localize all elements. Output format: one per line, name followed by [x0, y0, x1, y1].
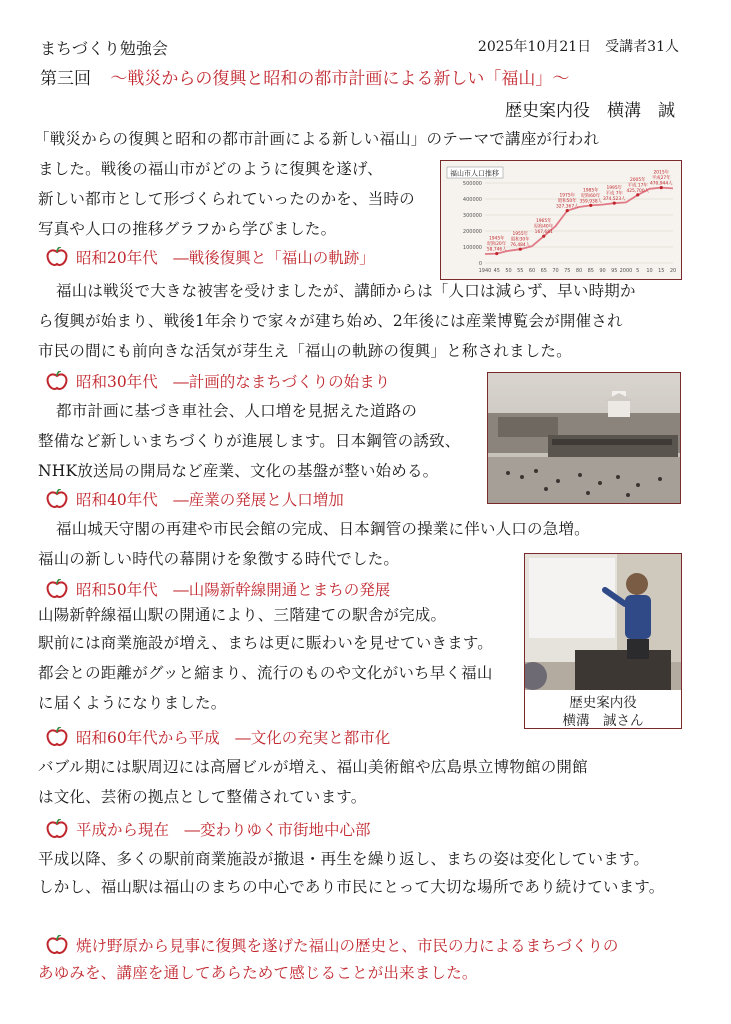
data-label: 2015年	[653, 170, 670, 176]
section-line: 福山の新しい時代の幕開けを象徴する時代でした。	[38, 550, 400, 568]
closing-line: あゆみを、講座を通してあらためて感じることが出来ました。	[38, 964, 478, 982]
y-tick-label: 400000	[462, 197, 482, 203]
data-label: 76,484人	[510, 243, 531, 249]
caption-role: 歴史案内役	[569, 695, 637, 711]
intro-line: 写真や人口の推移グラフから学びました。	[38, 220, 337, 238]
section-heading	[46, 246, 375, 268]
apple-icon	[46, 727, 68, 747]
section-line: 市民の間にも前向きな活気が芽生え「福山の軌跡の復興」と称されました。	[38, 342, 572, 360]
data-label: 昭和20年	[487, 242, 507, 248]
section-line: しかし、福山駅は福山のまちの中心であり市民にとって大切な場所であり続けています。	[38, 878, 665, 896]
population-chart	[440, 160, 682, 280]
data-label: 470,944人	[649, 181, 673, 187]
station-photo-illustration	[488, 373, 680, 503]
data-label: 327,367人	[555, 204, 579, 210]
x-tick-label: 55	[517, 268, 524, 274]
data-label: 1985年	[582, 188, 599, 194]
intro-line: ました。戦後の福山市がどのように復興を遂げ、	[38, 160, 383, 178]
x-tick-label: 20	[669, 268, 677, 274]
x-tick-label: 70	[552, 268, 559, 274]
section-line: ら復興が始まり、戦後1年余りで家々が建ち始め、2年後には産業博覧会が開催され	[38, 312, 623, 330]
x-tick-label: 1940	[478, 268, 492, 274]
theme-title: ～戦災からの復興と昭和の都市計画による新しい「福山」～	[110, 69, 570, 89]
x-tick-label: 75	[564, 268, 571, 274]
station-photo	[487, 372, 681, 504]
apple-icon	[46, 935, 68, 955]
session-number: 第三回	[40, 69, 91, 89]
section-line: 平成以降、多くの駅前商業施設が撤退・再生を繰り返し、まちの姿は変化しています。	[38, 850, 650, 868]
x-tick-label: 45	[493, 268, 500, 274]
data-label: 昭和30年	[510, 237, 530, 243]
section-line: 駅前には商業施設が増え、まちは更に賑わいを見せていきます。	[38, 634, 493, 652]
data-label: 374,523人	[602, 197, 626, 203]
apple-icon	[46, 247, 68, 267]
lecturer-photo-illustration	[525, 554, 681, 690]
date-attendees: 2025年10月21日 受講者31人	[477, 39, 679, 55]
author-name: 歴史案内役 横溝 誠	[505, 101, 675, 121]
x-tick-label: 90	[599, 268, 606, 274]
section-line: に届くようになりました。	[38, 694, 227, 712]
section-heading-text: 昭和20年代 ―戦後復興と「福山の軌跡」	[76, 249, 375, 267]
photo-caption	[525, 694, 681, 730]
data-label: 1995年	[606, 186, 623, 192]
intro-line: 新しい都市として形づくられていったのかを、当時の	[38, 190, 415, 208]
y-tick-label: 0	[478, 261, 482, 267]
y-tick-label: 300000	[462, 213, 482, 219]
apple-icon	[46, 579, 68, 599]
data-label: 1965年	[535, 219, 552, 225]
x-tick-label: 15	[658, 268, 665, 274]
section-heading	[46, 370, 390, 392]
data-label: 425,700人	[626, 188, 650, 194]
section-heading	[46, 818, 371, 840]
x-tick-label: 80	[575, 268, 583, 274]
data-label: 平成 17年	[627, 183, 648, 189]
section-heading-text: 昭和60年代から平成 ―文化の充実と都市化	[76, 729, 391, 747]
y-tick-label: 200000	[462, 229, 482, 235]
y-tick-label: 100000	[462, 245, 482, 251]
section-line: 整備など新しいまちづくりが進展します。日本鋼管の誘致、	[38, 432, 461, 450]
series-title: まちづくり勉強会	[40, 39, 168, 58]
x-tick-label: 95	[611, 268, 618, 274]
data-label: 昭和40年	[534, 224, 554, 230]
closing-text: 焼け野原から見事に復興を遂げた福山の歴史と、市民の力によるまちづくりの	[76, 937, 619, 955]
page-title	[40, 64, 569, 89]
section-line: NHK放送局の開局など産業、文化の基盤が整い始める。	[38, 462, 439, 480]
data-label: 1955年	[512, 232, 529, 238]
caption-name: 横溝 誠さん	[562, 713, 644, 729]
section-heading	[46, 488, 344, 510]
data-label: 1975年	[559, 193, 576, 199]
x-tick-label: 85	[587, 268, 594, 274]
data-label: 1945年	[488, 236, 505, 242]
apple-icon	[46, 819, 68, 839]
section-heading	[46, 726, 390, 748]
section-heading	[46, 578, 390, 600]
data-label: 359,938人	[579, 199, 603, 205]
closing-line	[46, 934, 618, 956]
population-chart-svg	[441, 161, 681, 279]
section-line: 福山は戦災で大きな被害を受けましたが、講師からは「人口は減らず、早い時期か	[56, 282, 636, 300]
x-tick-label: 5	[636, 268, 640, 274]
intro-line: 「戦災からの復興と昭和の都市計画による新しい福山」のテーマで講座が行われ	[34, 130, 600, 148]
data-label: 昭和60年	[581, 193, 601, 199]
lecturer-photo	[524, 553, 682, 729]
section-line: 都会との距離がグッと縮まり、流行のものや文化がいち早く福山	[38, 664, 493, 682]
section-line: 福山城天守閣の再建や市民会館の完成、日本鋼管の操業に伴い人口の急増。	[56, 520, 590, 538]
apple-icon	[46, 489, 68, 509]
data-label: 167,681	[534, 230, 553, 236]
section-line: 都市計画に基づき車社会、人口増を見据えた道路の	[56, 402, 418, 420]
section-line: 山陽新幹線福山駅の開通により、三階建ての駅舎が完成。	[38, 606, 447, 624]
section-heading-text: 昭和30年代 ―計画的なまちづくりの始まり	[76, 373, 391, 391]
chart-title: 福山市人口推移	[450, 169, 499, 178]
section-line: バブル期には駅周辺には高層ビルが増え、福山美術館や広島県立博物館の開館	[38, 758, 588, 776]
data-label: 昭和50年	[557, 199, 577, 205]
x-tick-label: 65	[540, 268, 547, 274]
section-heading-text: 昭和50年代 ―山陽新幹線開通とまちの発展	[76, 581, 391, 599]
section-line: は文化、芸術の拠点として整備されています。	[38, 788, 367, 806]
x-tick-label: 2000	[619, 268, 633, 274]
section-heading-text: 平成から現在 ―変わりゆく市街地中心部	[76, 821, 371, 839]
data-label: 平成 7年	[605, 191, 623, 197]
data-label: 2005年	[629, 177, 646, 183]
x-tick-label: 10	[646, 268, 653, 274]
data-label: 平成27年	[651, 176, 671, 182]
apple-icon	[46, 371, 68, 391]
y-tick-label: 500000	[462, 181, 482, 187]
x-tick-label: 60	[528, 268, 536, 274]
section-heading-text: 昭和40年代 ―産業の発展と人口増加	[76, 491, 344, 509]
x-tick-label: 50	[505, 268, 512, 274]
data-label: 58,746人	[486, 247, 507, 253]
